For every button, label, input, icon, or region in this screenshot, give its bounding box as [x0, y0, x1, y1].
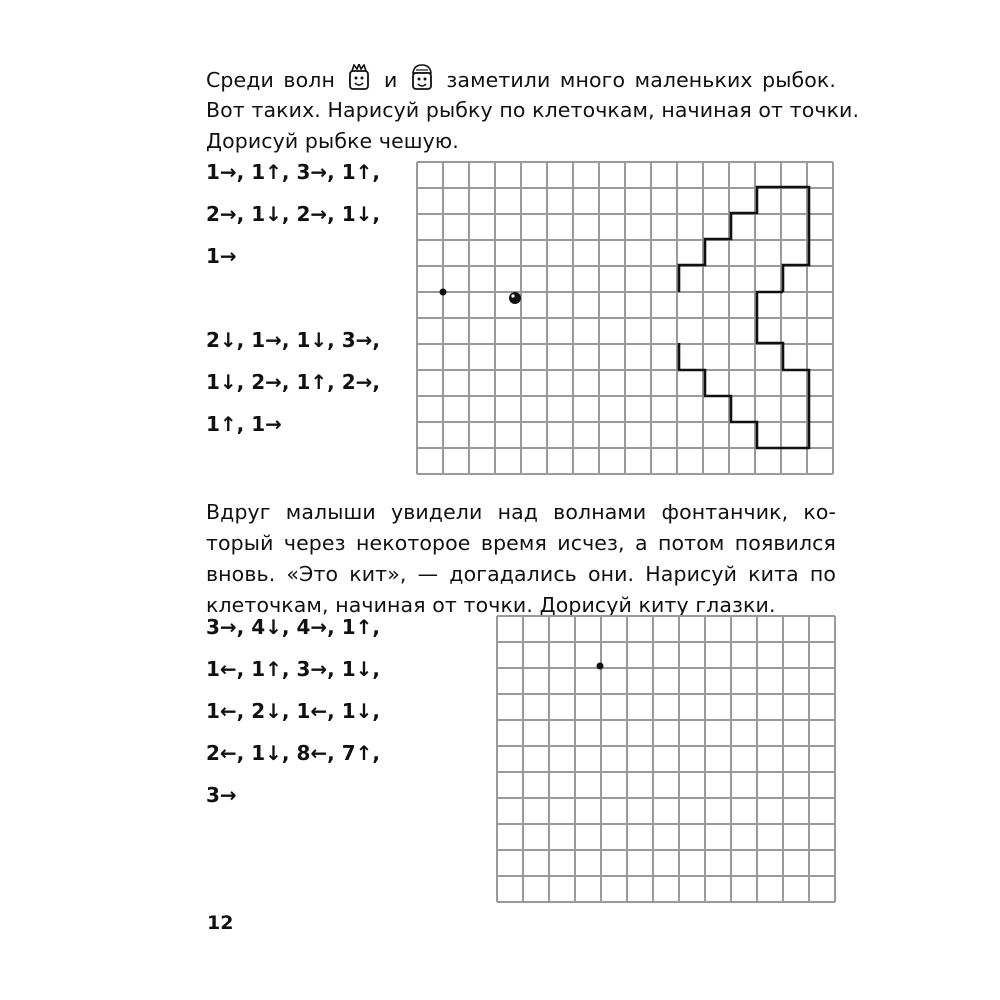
task1-text-part3: заметили много маленьких рыбок.: [446, 68, 836, 92]
task1-text-part1: Среди волн: [206, 68, 335, 92]
task1-command-6: 1↑, 1→: [206, 412, 282, 436]
task2-whale-grid: [495, 614, 837, 904]
task2-line-3: вновь. «Это кит», — догадались они. Нарисуй кита по: [206, 562, 836, 586]
whale-start-dot: [597, 663, 604, 670]
fish-start-dot: [440, 289, 447, 296]
task2-command-1: 3→, 4↓, 4→, 1↑,: [206, 615, 380, 639]
boy-character-icon: [347, 64, 371, 90]
task2-command-5: 3→: [206, 783, 237, 807]
task1-instructions: [206, 64, 860, 157]
task2-grid-lines: [497, 616, 835, 902]
task1-command-4: 2↓, 1→, 1↓, 3→,: [206, 328, 380, 352]
task1-command-5: 1↓, 2→, 1↑, 2→,: [206, 370, 380, 394]
grid-cell-lines: [497, 616, 835, 902]
fish-eye: [509, 292, 521, 304]
fish-eye-highlight: [511, 294, 514, 297]
grid-cell-lines: [417, 162, 833, 474]
task1-fish-grid: [415, 160, 837, 476]
task1-command-2: 2→, 1↓, 2→, 1↓,: [206, 202, 380, 226]
task1-line-2: Вот таких. Нарисуй рыбку по клеточкам, начиная от точки.: [206, 98, 860, 122]
task1-line-1: [206, 64, 836, 95]
task1-grid-lines: [417, 162, 833, 474]
task2-command-3: 1←, 2↓, 1←, 1↓,: [206, 699, 380, 723]
task1-text-part2: и: [383, 68, 398, 92]
task2-command-2: 1←, 1↑, 3→, 1↓,: [206, 657, 380, 681]
task2-instructions: [206, 497, 836, 621]
task1-line-3: Дорисуй рыбке чешую.: [206, 129, 459, 153]
task2-line-4: клеточкам, начиная от точки. Дорисуй киту глазки.: [206, 593, 776, 617]
page-number: 12: [207, 912, 234, 934]
task1-command-3: 1→: [206, 244, 237, 268]
task2-line-2: торый через некоторое время исчез, а потом появился: [206, 531, 836, 555]
task2-line-1: Вдруг малыши увидели над волнами фонтанчик, ко-: [206, 500, 836, 524]
girl-character-icon: [410, 64, 434, 90]
task1-command-1: 1→, 1↑, 3→, 1↑,: [206, 160, 380, 184]
task2-command-4: 2←, 1↓, 8←, 7↑,: [206, 741, 380, 765]
